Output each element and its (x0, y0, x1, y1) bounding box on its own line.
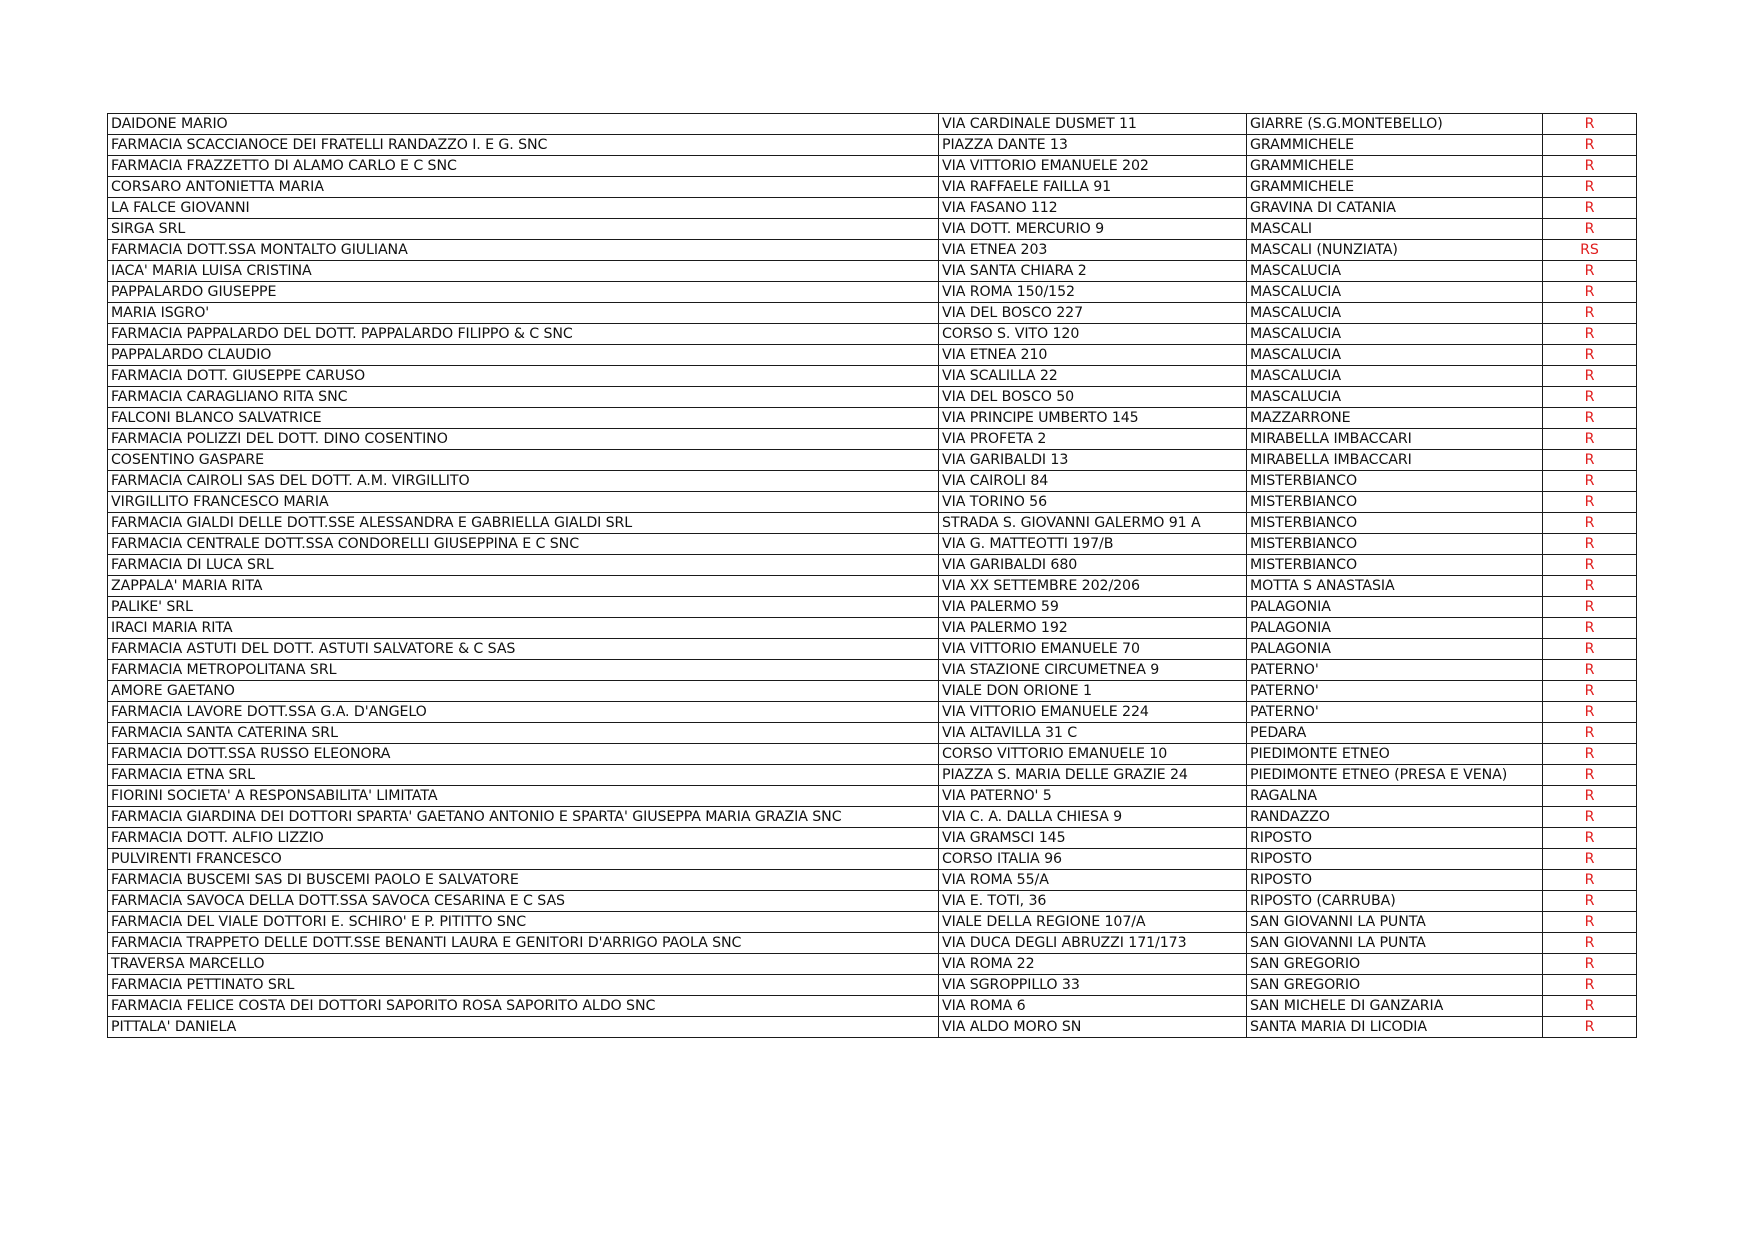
address-cell: VIA ETNEA 203 (939, 240, 1247, 261)
town-cell: RIPOSTO (1247, 849, 1543, 870)
type-code-cell: R (1543, 114, 1637, 135)
pharmacy-name-cell: LA FALCE GIOVANNI (108, 198, 939, 219)
pharmacy-name-cell: FARMACIA PAPPALARDO DEL DOTT. PAPPALARDO FILIPPO & C SNC (108, 324, 939, 345)
pharmacy-name-cell: COSENTINO GASPARE (108, 450, 939, 471)
pharmacy-name-cell: FARMACIA SANTA CATERINA SRL (108, 723, 939, 744)
pharmacy-name-cell: FARMACIA DEL VIALE DOTTORI E. SCHIRO' E P. PITITTO SNC (108, 912, 939, 933)
town-cell: GRAMMICHELE (1247, 177, 1543, 198)
town-cell: SAN GIOVANNI LA PUNTA (1247, 933, 1543, 954)
town-cell: PALAGONIA (1247, 597, 1543, 618)
type-code-cell: R (1543, 429, 1637, 450)
type-code-cell: R (1543, 891, 1637, 912)
town-cell: MASCALUCIA (1247, 261, 1543, 282)
type-code-cell: R (1543, 387, 1637, 408)
town-cell: MIRABELLA IMBACCARI (1247, 450, 1543, 471)
table-row (108, 408, 1637, 429)
type-code-cell: R (1543, 639, 1637, 660)
address-cell: VIA SGROPPILLO 33 (939, 975, 1247, 996)
table-row (108, 387, 1637, 408)
pharmacy-name-cell: SIRGA SRL (108, 219, 939, 240)
type-code-cell: R (1543, 933, 1637, 954)
pharmacy-name-cell: PITTALA' DANIELA (108, 1017, 939, 1038)
address-cell: CORSO ITALIA 96 (939, 849, 1247, 870)
type-code-cell: R (1543, 156, 1637, 177)
pharmacy-name-cell: VIRGILLITO FRANCESCO MARIA (108, 492, 939, 513)
type-code-cell: R (1543, 597, 1637, 618)
pharmacy-table (107, 113, 1637, 1038)
pharmacy-name-cell: PALIKE' SRL (108, 597, 939, 618)
table-row (108, 1017, 1637, 1038)
type-code-cell: R (1543, 303, 1637, 324)
pharmacy-name-cell: FARMACIA ETNA SRL (108, 765, 939, 786)
pharmacy-name-cell: FARMACIA DOTT. GIUSEPPE CARUSO (108, 366, 939, 387)
pharmacy-name-cell: FARMACIA METROPOLITANA SRL (108, 660, 939, 681)
pharmacy-name-cell: PULVIRENTI FRANCESCO (108, 849, 939, 870)
table-row (108, 156, 1637, 177)
pharmacy-name-cell: FARMACIA DI LUCA SRL (108, 555, 939, 576)
address-cell: VIA SCALILLA 22 (939, 366, 1247, 387)
address-cell: VIA VITTORIO EMANUELE 70 (939, 639, 1247, 660)
town-cell: MISTERBIANCO (1247, 471, 1543, 492)
type-code-cell: R (1543, 198, 1637, 219)
town-cell: PIEDIMONTE ETNEO (1247, 744, 1543, 765)
type-code-cell: R (1543, 366, 1637, 387)
table-row (108, 429, 1637, 450)
table-row (108, 828, 1637, 849)
address-cell: VIA XX SETTEMBRE 202/206 (939, 576, 1247, 597)
type-code-cell: R (1543, 513, 1637, 534)
pharmacy-name-cell: FARMACIA GIARDINA DEI DOTTORI SPARTA' GAETANO ANTONIO E SPARTA' GIUSEPPA MARIA GRAZIA SNC (108, 807, 939, 828)
table-row (108, 870, 1637, 891)
type-code-cell: R (1543, 618, 1637, 639)
address-cell: VIA DEL BOSCO 227 (939, 303, 1247, 324)
pharmacy-name-cell: IRACI MARIA RITA (108, 618, 939, 639)
address-cell: VIA PROFETA 2 (939, 429, 1247, 450)
town-cell: SAN GIOVANNI LA PUNTA (1247, 912, 1543, 933)
type-code-cell: R (1543, 576, 1637, 597)
table-row (108, 492, 1637, 513)
pharmacy-name-cell: FARMACIA BUSCEMI SAS DI BUSCEMI PAOLO E SALVATORE (108, 870, 939, 891)
town-cell: PIEDIMONTE ETNEO (PRESA E VENA) (1247, 765, 1543, 786)
town-cell: MAZZARRONE (1247, 408, 1543, 429)
address-cell: VIA G. MATTEOTTI 197/B (939, 534, 1247, 555)
town-cell: MASCALUCIA (1247, 345, 1543, 366)
address-cell: VIA DUCA DEGLI ABRUZZI 171/173 (939, 933, 1247, 954)
type-code-cell: R (1543, 996, 1637, 1017)
town-cell: RAGALNA (1247, 786, 1543, 807)
type-code-cell: R (1543, 261, 1637, 282)
type-code-cell: R (1543, 702, 1637, 723)
type-code-cell: R (1543, 786, 1637, 807)
table-row (108, 849, 1637, 870)
town-cell: MASCALI (1247, 219, 1543, 240)
town-cell: GRAMMICHELE (1247, 135, 1543, 156)
table-row (108, 912, 1637, 933)
address-cell: VIA ROMA 6 (939, 996, 1247, 1017)
type-code-cell: R (1543, 765, 1637, 786)
table-row (108, 702, 1637, 723)
table-row (108, 597, 1637, 618)
table-row (108, 975, 1637, 996)
table-row (108, 135, 1637, 156)
address-cell: VIA VITTORIO EMANUELE 202 (939, 156, 1247, 177)
type-code-cell: R (1543, 219, 1637, 240)
type-code-cell: R (1543, 408, 1637, 429)
type-code-cell: R (1543, 849, 1637, 870)
town-cell: PATERNO' (1247, 660, 1543, 681)
pharmacy-name-cell: MARIA ISGRO' (108, 303, 939, 324)
town-cell: MASCALUCIA (1247, 387, 1543, 408)
town-cell: PALAGONIA (1247, 639, 1543, 660)
town-cell: PATERNO' (1247, 702, 1543, 723)
address-cell: PIAZZA S. MARIA DELLE GRAZIE 24 (939, 765, 1247, 786)
town-cell: MASCALUCIA (1247, 366, 1543, 387)
address-cell: VIA DEL BOSCO 50 (939, 387, 1247, 408)
pharmacy-name-cell: FARMACIA CENTRALE DOTT.SSA CONDORELLI GIUSEPPINA E C SNC (108, 534, 939, 555)
address-cell: VIA GARIBALDI 680 (939, 555, 1247, 576)
table-row (108, 723, 1637, 744)
table-row (108, 681, 1637, 702)
address-cell: VIA E. TOTI, 36 (939, 891, 1247, 912)
town-cell: RIPOSTO (CARRUBA) (1247, 891, 1543, 912)
type-code-cell: R (1543, 1017, 1637, 1038)
town-cell: MASCALUCIA (1247, 324, 1543, 345)
table-row (108, 282, 1637, 303)
pharmacy-name-cell: FARMACIA DOTT.SSA MONTALTO GIULIANA (108, 240, 939, 261)
address-cell: VIA CAIROLI 84 (939, 471, 1247, 492)
town-cell: PEDARA (1247, 723, 1543, 744)
town-cell: GIARRE (S.G.MONTEBELLO) (1247, 114, 1543, 135)
pharmacy-name-cell: FARMACIA TRAPPETO DELLE DOTT.SSE BENANTI LAURA E GENITORI D'ARRIGO PAOLA SNC (108, 933, 939, 954)
address-cell: VIA RAFFAELE FAILLA 91 (939, 177, 1247, 198)
address-cell: VIA STAZIONE CIRCUMETNEA 9 (939, 660, 1247, 681)
pharmacy-name-cell: FARMACIA SAVOCA DELLA DOTT.SSA SAVOCA CESARINA E C SAS (108, 891, 939, 912)
town-cell: MIRABELLA IMBACCARI (1247, 429, 1543, 450)
town-cell: MISTERBIANCO (1247, 513, 1543, 534)
address-cell: STRADA S. GIOVANNI GALERMO 91 A (939, 513, 1247, 534)
address-cell: VIA TORINO 56 (939, 492, 1247, 513)
table-row (108, 954, 1637, 975)
address-cell: VIA PATERNO' 5 (939, 786, 1247, 807)
type-code-cell: R (1543, 954, 1637, 975)
table-row (108, 240, 1637, 261)
table-row (108, 177, 1637, 198)
town-cell: RANDAZZO (1247, 807, 1543, 828)
town-cell: SAN GREGORIO (1247, 954, 1543, 975)
address-cell: VIA GRAMSCI 145 (939, 828, 1247, 849)
pharmacy-name-cell: FARMACIA GIALDI DELLE DOTT.SSE ALESSANDRA E GABRIELLA GIALDI SRL (108, 513, 939, 534)
table-row (108, 639, 1637, 660)
town-cell: MISTERBIANCO (1247, 492, 1543, 513)
pharmacy-name-cell: PAPPALARDO GIUSEPPE (108, 282, 939, 303)
type-code-cell: R (1543, 555, 1637, 576)
table-row (108, 471, 1637, 492)
town-cell: MISTERBIANCO (1247, 534, 1543, 555)
town-cell: MASCALI (NUNZIATA) (1247, 240, 1543, 261)
table-row (108, 366, 1637, 387)
pharmacy-name-cell: TRAVERSA MARCELLO (108, 954, 939, 975)
pharmacy-name-cell: FARMACIA PETTINATO SRL (108, 975, 939, 996)
table-row (108, 576, 1637, 597)
town-cell: GRAVINA DI CATANIA (1247, 198, 1543, 219)
address-cell: VIA C. A. DALLA CHIESA 9 (939, 807, 1247, 828)
pharmacy-name-cell: FIORINI SOCIETA' A RESPONSABILITA' LIMITATA (108, 786, 939, 807)
town-cell: MOTTA S ANASTASIA (1247, 576, 1543, 597)
type-code-cell: R (1543, 324, 1637, 345)
pharmacy-name-cell: ZAPPALA' MARIA RITA (108, 576, 939, 597)
type-code-cell: R (1543, 450, 1637, 471)
address-cell: VIA ALDO MORO SN (939, 1017, 1247, 1038)
address-cell: VIA DOTT. MERCURIO 9 (939, 219, 1247, 240)
table-row (108, 807, 1637, 828)
table-row (108, 618, 1637, 639)
town-cell: RIPOSTO (1247, 870, 1543, 891)
pharmacy-name-cell: PAPPALARDO CLAUDIO (108, 345, 939, 366)
type-code-cell: RS (1543, 240, 1637, 261)
pharmacy-name-cell: DAIDONE MARIO (108, 114, 939, 135)
table-row (108, 303, 1637, 324)
table-row (108, 891, 1637, 912)
town-cell: PALAGONIA (1247, 618, 1543, 639)
town-cell: RIPOSTO (1247, 828, 1543, 849)
table-body (108, 114, 1637, 1038)
type-code-cell: R (1543, 282, 1637, 303)
pharmacy-name-cell: FARMACIA DOTT.SSA RUSSO ELEONORA (108, 744, 939, 765)
pharmacy-name-cell: IACA' MARIA LUISA CRISTINA (108, 261, 939, 282)
pharmacy-name-cell: FARMACIA CAIROLI SAS DEL DOTT. A.M. VIRGILLITO (108, 471, 939, 492)
table-row (108, 114, 1637, 135)
pharmacy-name-cell: FARMACIA FRAZZETTO DI ALAMO CARLO E C SNC (108, 156, 939, 177)
address-cell: CORSO S. VITO 120 (939, 324, 1247, 345)
address-cell: CORSO VITTORIO EMANUELE 10 (939, 744, 1247, 765)
table-row (108, 324, 1637, 345)
table-row (108, 261, 1637, 282)
town-cell: SAN MICHELE DI GANZARIA (1247, 996, 1543, 1017)
type-code-cell: R (1543, 807, 1637, 828)
pharmacy-name-cell: FALCONI BLANCO SALVATRICE (108, 408, 939, 429)
type-code-cell: R (1543, 534, 1637, 555)
pharmacy-name-cell: AMORE GAETANO (108, 681, 939, 702)
pharmacy-name-cell: FARMACIA POLIZZI DEL DOTT. DINO COSENTINO (108, 429, 939, 450)
address-cell: VIA ETNEA 210 (939, 345, 1247, 366)
table-row (108, 534, 1637, 555)
address-cell: VIALE DON ORIONE 1 (939, 681, 1247, 702)
town-cell: GRAMMICHELE (1247, 156, 1543, 177)
address-cell: PIAZZA DANTE 13 (939, 135, 1247, 156)
address-cell: VIA ROMA 55/A (939, 870, 1247, 891)
type-code-cell: R (1543, 681, 1637, 702)
town-cell: MASCALUCIA (1247, 303, 1543, 324)
type-code-cell: R (1543, 492, 1637, 513)
type-code-cell: R (1543, 177, 1637, 198)
town-cell: MASCALUCIA (1247, 282, 1543, 303)
address-cell: VIA ALTAVILLA 31 C (939, 723, 1247, 744)
table-row (108, 345, 1637, 366)
table-row (108, 933, 1637, 954)
town-cell: SANTA MARIA DI LICODIA (1247, 1017, 1543, 1038)
address-cell: VIA GARIBALDI 13 (939, 450, 1247, 471)
table-row (108, 555, 1637, 576)
pharmacy-name-cell: FARMACIA SCACCIANOCE DEI FRATELLI RANDAZZO I. E G. SNC (108, 135, 939, 156)
type-code-cell: R (1543, 723, 1637, 744)
table-row (108, 198, 1637, 219)
address-cell: VIA ROMA 22 (939, 954, 1247, 975)
table-row (108, 744, 1637, 765)
type-code-cell: R (1543, 345, 1637, 366)
pharmacy-name-cell: FARMACIA DOTT. ALFIO LIZZIO (108, 828, 939, 849)
table-row (108, 219, 1637, 240)
town-cell: SAN GREGORIO (1247, 975, 1543, 996)
type-code-cell: R (1543, 975, 1637, 996)
address-cell: VIALE DELLA REGIONE 107/A (939, 912, 1247, 933)
address-cell: VIA PALERMO 192 (939, 618, 1247, 639)
town-cell: PATERNO' (1247, 681, 1543, 702)
table-row (108, 513, 1637, 534)
address-cell: VIA CARDINALE DUSMET 11 (939, 114, 1247, 135)
pharmacy-name-cell: FARMACIA LAVORE DOTT.SSA G.A. D'ANGELO (108, 702, 939, 723)
address-cell: VIA SANTA CHIARA 2 (939, 261, 1247, 282)
address-cell: VIA PALERMO 59 (939, 597, 1247, 618)
address-cell: VIA PRINCIPE UMBERTO 145 (939, 408, 1247, 429)
address-cell: VIA VITTORIO EMANUELE 224 (939, 702, 1247, 723)
type-code-cell: R (1543, 471, 1637, 492)
pharmacy-name-cell: FARMACIA CARAGLIANO RITA SNC (108, 387, 939, 408)
type-code-cell: R (1543, 912, 1637, 933)
table-row (108, 786, 1637, 807)
pharmacy-name-cell: CORSARO ANTONIETTA MARIA (108, 177, 939, 198)
type-code-cell: R (1543, 828, 1637, 849)
type-code-cell: R (1543, 744, 1637, 765)
table-row (108, 450, 1637, 471)
town-cell: MISTERBIANCO (1247, 555, 1543, 576)
type-code-cell: R (1543, 870, 1637, 891)
address-cell: VIA FASANO 112 (939, 198, 1247, 219)
type-code-cell: R (1543, 660, 1637, 681)
table-row (108, 996, 1637, 1017)
pharmacy-name-cell: FARMACIA ASTUTI DEL DOTT. ASTUTI SALVATORE & C SAS (108, 639, 939, 660)
pharmacy-name-cell: FARMACIA FELICE COSTA DEI DOTTORI SAPORITO ROSA SAPORITO ALDO SNC (108, 996, 939, 1017)
table-row (108, 765, 1637, 786)
type-code-cell: R (1543, 135, 1637, 156)
table-row (108, 660, 1637, 681)
address-cell: VIA ROMA 150/152 (939, 282, 1247, 303)
